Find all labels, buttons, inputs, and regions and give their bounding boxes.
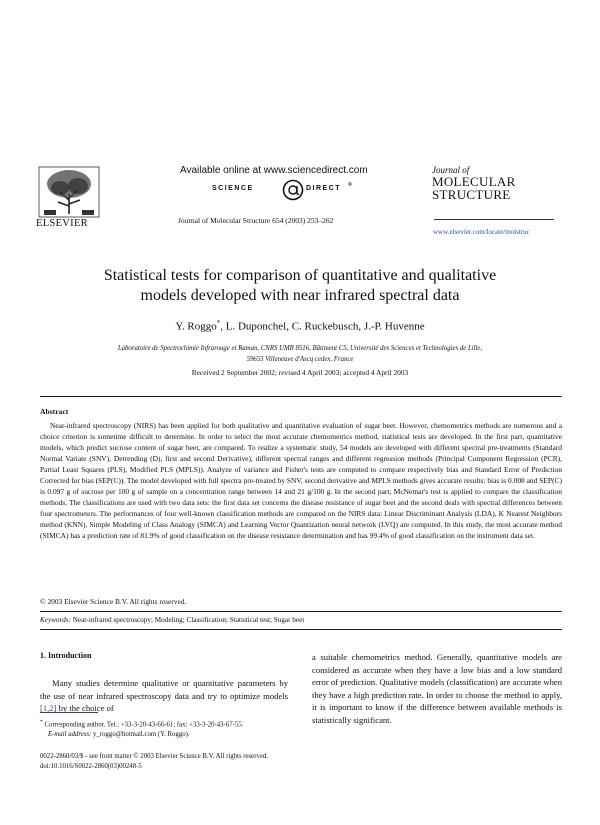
at-sign-icon (282, 179, 304, 201)
intro-left-text-end: by the choice of (56, 703, 114, 714)
author-list (40, 319, 560, 333)
footnote-email-line (40, 730, 290, 740)
footnote-mark: * (40, 719, 43, 725)
copyright-notice: © 2003 Elsevier Science B.V. All rights reserved. (40, 597, 187, 606)
intro-left-column (40, 677, 288, 715)
journal-logo-divider (434, 219, 554, 220)
publisher-name: ELSEVIER (36, 218, 88, 229)
abstract-top-rule (40, 396, 562, 397)
other-authors: , L. Duponchel, C. Ruckebusch, J.-P. Huvenne (220, 320, 425, 333)
intro-right-paragraph: a suitable chemometrics method. Generally, quantitative models are considered as accurate when they have a low bias and a low standard error of prediction. Qualitative models (classification) are accurate when they have a high prediction rate. In order to choose the method to apply, it is important to know if the difference between available methods is statistically significant. (312, 652, 562, 725)
abstract-paragraph: Near-infrared spectroscopy (NIRS) has been applied for both qualitative and quantitative evaluation of sugar beet. However, chemometrics methods are numerous and a choice criterion is sometime difficult to determine. In order to select the most accurate chemometrics method, statistical tests are developed. In the first part, quantitative models, which predict sucrose content of sugar beet, are compared. To realize a systematic study, 54 models are developed with different spectral pre-treatments (Standard Normal Variate (SNV), Detrending (D), first and second Derivative), different spectral ranges and different regression methods (Principal Component Regression (PCR), Partial Least Squares (PLS), Modified PLS (MPLS)). Analyze of variance and Fisher's tests are computed to compare respectively bias and Standard Error of Prediction Corrected for bias (SEP(C)). The model developed with full spectra pre-treated by SNV, second derivative and MPLS methods gives accurate results: bias is 0.008 and SEP(C) is 0.097 g of sucrose per 100 g of sample on a concentration range between 14 and 21 g/100 g. In the second part, McNemar's test is applied to compare the classification methods. The classifications are used with two data sets: the first data set concerns the disease resistance of sugar beet and the second deals with spectral differences between four spectrometers. The performances of four well-known classification methods are compared on the NIRS data: Linear Discriminant Analysis (LDA), K Nearest Neighbors method (KNN), Simple Modeling of Class Analogy (SIMCA) and Learning Vector Quantization neural network (LVQ) are computed. In this study, the most accurate method (SIMCA) has a prediction rate of 81.9% of good classification on the disease resistance determination and has 99.4% of good classification on the instrument data set. (40, 421, 562, 540)
journal-logo (432, 165, 552, 201)
article-title (40, 266, 560, 306)
doi-line[interactable]: doi:10.1016/S0022-2860(03)00248-5 (40, 763, 142, 771)
author-name: Y. Roggo (175, 320, 217, 333)
journal-logo-line1: Journal of (432, 165, 470, 175)
email-label: E-mail address: (48, 731, 92, 739)
received-dates: Received 2 September 2002; revised 4 April 2003; accepted 4 April 2003 (191, 368, 409, 377)
abstract-heading: Abstract (40, 407, 69, 416)
journal-url-link[interactable]: www.elsevier.com/locate/molstruc (433, 228, 530, 236)
keywords-bottom-rule (40, 629, 562, 630)
issn-line: 0022-2860/03/$ - see front matter © 2003 Elsevier Science B.V. All rights reserved. (40, 753, 268, 760)
affiliation-line-2: 59655 Villeneuve d'Ascq cedex, France (246, 356, 354, 363)
corresponding-author-mark[interactable]: * (216, 319, 221, 327)
abstract-text (40, 421, 562, 541)
keywords-line (40, 616, 304, 624)
journal-citation: Journal of Molecular Structure 654 (2003) 253–262 (178, 216, 334, 225)
sciencedirect-logo[interactable] (212, 179, 402, 201)
elsevier-tree-logo (38, 166, 100, 226)
intro-left-text: Many studies determine qualitative or quantitative parameters by the use of near infrared spectroscopy data and try to optimize models (40, 678, 288, 701)
journal-logo-line3: STRUCTURE (432, 187, 511, 202)
footnote (40, 717, 290, 740)
footnote-corresponding (40, 717, 290, 730)
title-line-1: Statistical tests for comparison of quantitative and qualitative (103, 267, 497, 284)
email-address[interactable]: y_roggo@hotmail.com (Y. Roggo). (91, 731, 190, 739)
reference-link[interactable]: [1,2] (40, 703, 57, 714)
registered-mark: ® (348, 182, 354, 188)
footnote-contact: Corresponding author. Tel.: +33-3-20-43-66-61; fax: +33-3-20-43-67-55. (42, 721, 244, 729)
affiliation (60, 343, 540, 365)
intro-right-column (312, 651, 562, 727)
available-online-text[interactable]: Available online at www.sciencedirect.com (180, 165, 368, 176)
journal-logo-line2: MOLECULAR (432, 174, 516, 189)
keywords-top-rule (40, 611, 562, 612)
section-heading-introduction: 1. Introduction (40, 651, 92, 660)
issn-doi (40, 752, 268, 772)
sciencedirect-left: SCIENCE (212, 185, 254, 192)
keywords-label: Keywords: (40, 616, 71, 624)
keywords-list: Near-infrared spectroscopy; Modeling; Classification; Statistical test; Sugar beet (72, 616, 305, 624)
intro-left-paragraph (40, 677, 288, 715)
sciencedirect-right: DIRECT (306, 185, 342, 192)
title-line-2: models developed with near infrared spectral data (140, 287, 460, 304)
footnote-rule (40, 712, 98, 713)
affiliation-line-1: Laboratoire de Spectrochimie Infrarouge et Raman, CNRS UMR 8516, Bâtiment C5, Université des Sciences et Technologies de Lille, (117, 345, 483, 352)
